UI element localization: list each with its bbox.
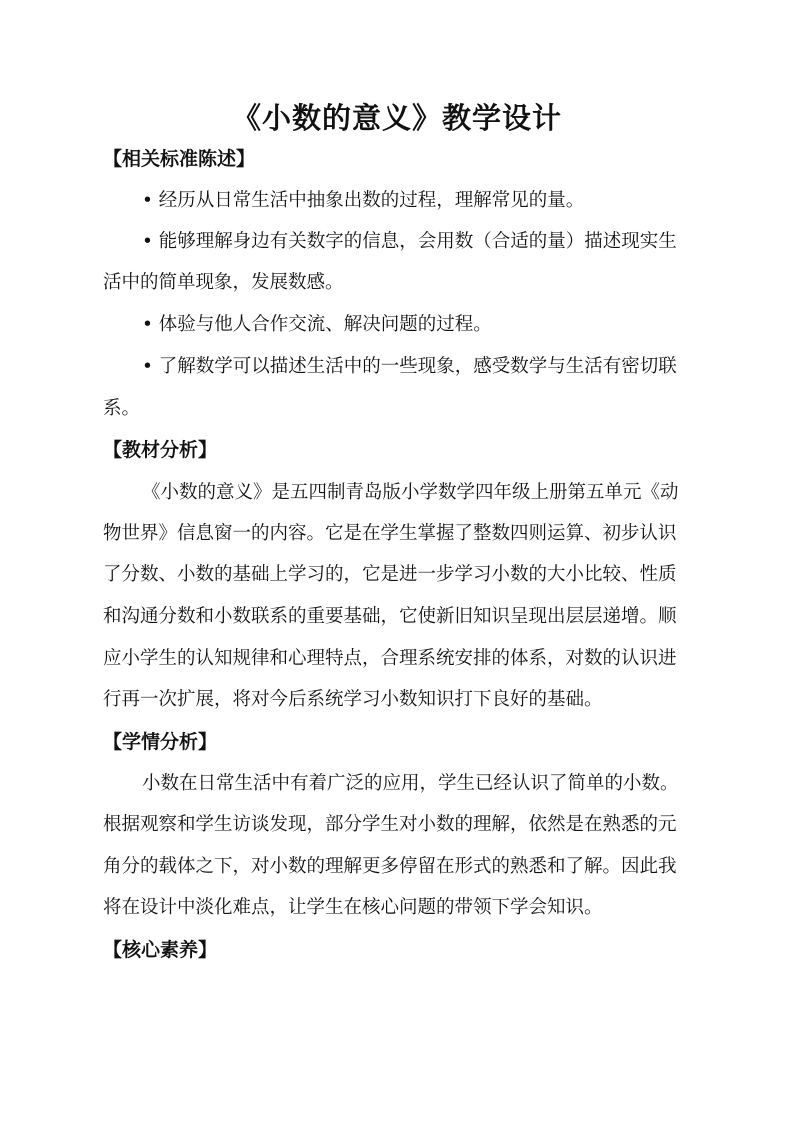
students-line-1: 小数在日常生活中有着广泛的应用，学生已经认识了简单的小数。	[142, 773, 679, 794]
textbook-line-5: 应小学生的认知规律和心理特点，合理系统安排的体系，对数的认识进	[103, 648, 677, 669]
students-line-3: 角分的载体之下，对小数的理解更多停留在形式的熟悉和了解。因此我	[103, 856, 677, 877]
textbook-line-4: 和沟通分数和小数联系的重要基础，它使新旧知识呈现出层层递增。顺	[103, 606, 677, 627]
standards-bullet-1: • 经历从日常生活中抽象出数的过程，理解常见的量。	[142, 190, 585, 211]
standards-bullet-2-line-2: 活中的简单现象，发展数感。	[103, 272, 344, 293]
document-title: 《小数的意义》教学设计	[231, 101, 562, 135]
standards-bullet-4-line-2: 系。	[103, 398, 141, 419]
textbook-line-3: 了分数、小数的基础上学习的，它是进一步学习小数的大小比较、性质	[103, 564, 677, 585]
heading-standards: 【相关标准陈述】	[103, 148, 256, 170]
students-line-4: 将在设计中淡化难点，让学生在核心问题的带领下学会知识。	[103, 897, 603, 918]
standards-bullet-3: • 体验与他人合作交流、解决问题的过程。	[142, 314, 492, 335]
standards-bullet-2-line-1: • 能够理解身边有关数字的信息，会用数（合适的量）描述现实生	[142, 231, 677, 252]
standards-bullet-4-line-1: • 了解数学可以描述生活中的一些现象，感受数学与生活有密切联	[142, 356, 677, 377]
textbook-line-6: 行再一次扩展，将对今后系统学习小数知识打下良好的基础。	[103, 689, 603, 710]
students-line-2: 根据观察和学生访谈发现，部分学生对小数的理解，依然是在熟悉的元	[103, 814, 677, 835]
textbook-line-2: 物世界》信息窗一的内容。它是在学生掌握了整数四则运算、初步认识	[103, 523, 677, 544]
heading-student-analysis: 【学情分析】	[103, 731, 218, 753]
heading-textbook-analysis: 【教材分析】	[103, 439, 218, 461]
heading-core-literacy: 【核心素养】	[103, 939, 218, 961]
textbook-line-1: 《小数的意义》是五四制青岛版小学数学四年级上册第五单元《动	[142, 482, 679, 503]
